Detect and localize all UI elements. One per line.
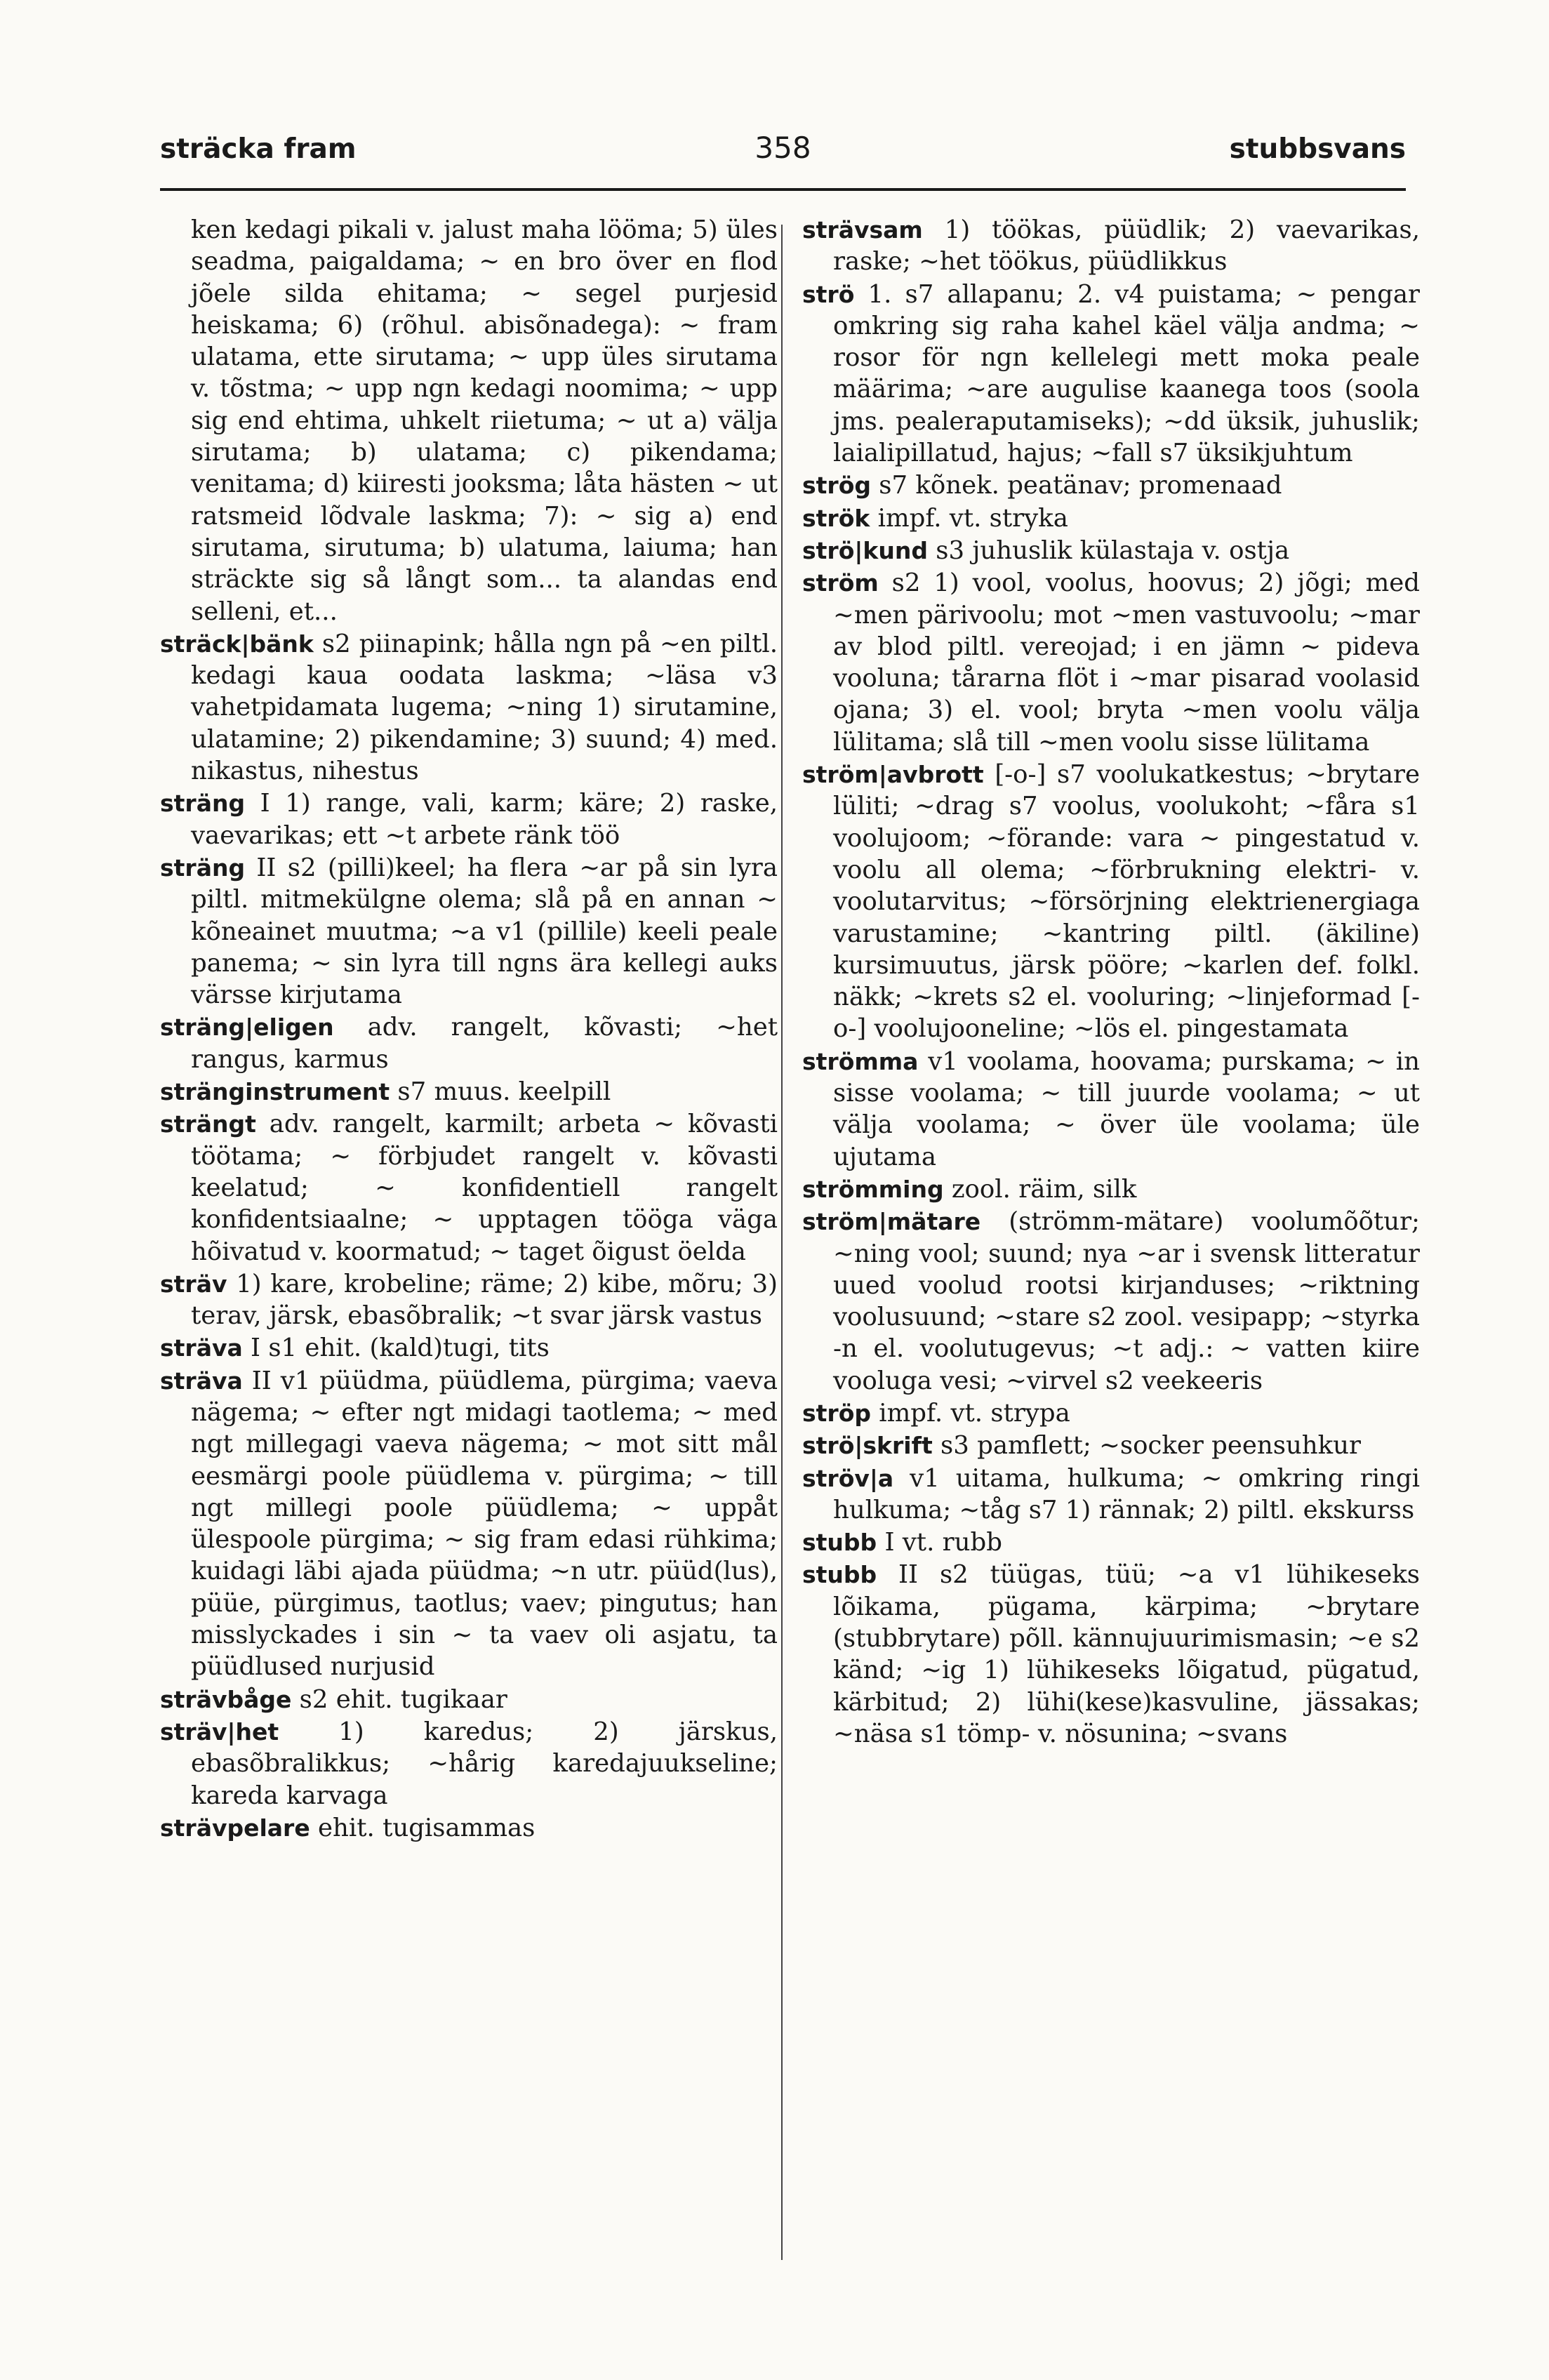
headword: sträng|eligen [160,1013,334,1042]
headword: strög [802,472,871,500]
definition: impf. vt. stryka [870,503,1068,533]
definition: II v1 püüdma, püüdlema, pürgima; vaeva nägema; ~ efter ngt midagi taotlema; ~ med ngt millegagi vaeva nägema; ~ mot sitt mål eesmärgi poole püüdlema v. pürgima; ~ till ngt millegi poole püüdlema; ~ uppåt ülespoole pürgima; ~ sig fram edasi rühkima; kuidagi läbi ajada püüdma; ~n utr. püüd(lus), püüe, pürgimus, taotlus; vaev; pingutus; han misslyckades i sin ~ ta vaev oli asjatu, ta püüdlused nurjusid [191,1366,778,1682]
dictionary-entry [802,535,1420,566]
headword: stränginstrument [160,1078,390,1106]
definition: 1) karedus; 2) järskus, ebasõbralikkus; ~hårig karedajuukseline; kareda karvaga [191,1717,778,1810]
headword: strök [802,504,870,532]
dictionary-entry [802,279,1420,470]
definition: ehit. tugisammas [310,1813,536,1842]
left-column [160,214,778,1844]
definition: v1 voolama, hoovama; purskama; ~ in sisse voolama; ~ till juurde voolama; ~ ut välja voolama; ~ över üle voolama; üle ujutama [833,1046,1420,1171]
header-rule [160,188,1406,191]
definition: 1) kare, krobeline; räme; 2) kibe, mõru; 3) terav, järsk, ebasõbralik; ~t svar järsk vastus [191,1269,778,1331]
headword: ströv|a [802,1464,894,1492]
definition: I vt. rubb [877,1528,1002,1557]
dictionary-entry [802,1397,1420,1429]
definition: s2 ehit. tugikaar [291,1684,507,1714]
dictionary-entry [160,1812,778,1844]
definition: s2 1) vool, voolus, hoovus; 2) jõgi; med ~men pärivoolu; mot ~men vastuvoolu; ~mar av blod piltl. vereojad; i en jämn ~ pideva vooluna; tårarna flöt i ~mar pisarad voolasid ojana; 3) el. vool; bryta ~men voolu välja lülitama; slå till ~men voolu sisse lülitama [833,569,1420,757]
dictionary-entry [802,1430,1420,1461]
dictionary-entry [160,1332,778,1364]
headword: ström|mätare [802,1208,981,1236]
headword: ström [802,569,879,597]
headword: strängt [160,1110,256,1138]
dictionary-entry [802,503,1420,534]
headword: strö|kund [802,536,928,564]
page-number: 358 [754,131,811,165]
definition: s2 piinapink; hålla ngn på ~en piltl. kedagi kaua oodata laskma; ~läsa v3 vahetpidamata lugema; ~ning 1) sirutamine, ulatamine; 2) pikendamine; 3) suund; 4) med. nikastus, nihestus [191,629,778,786]
right-column [802,214,1420,1750]
page-header [160,126,1406,182]
column-divider [781,225,783,2260]
dictionary-entry [160,1365,778,1683]
definition: (strömm-mätare) voolumõõtur; ~ning vool; suund; nya ~ar i svensk litteratur uued voolud rootsi kirjanduses; ~riktning voolusuund; ~stare s2 zool. vesipapp; ~styrka -n el. voolutugevus; ~t adj.: ~ vatten kiire vooluga vesi; ~virvel s2 veekeeris [833,1207,1420,1395]
headword: sträv [160,1270,227,1298]
dictionary-entry [802,1559,1420,1750]
dictionary-entry [160,852,778,1011]
headword: strävsam [802,216,923,244]
headword: strävpelare [160,1814,310,1842]
definition: v1 uitama, hulkuma; ~ omkring ringi hulkuma; ~tåg s7 1) rännak; 2) piltl. ekskurss [833,1463,1420,1524]
definition: s7 muus. keelpill [390,1077,611,1107]
definition: zool. räim, silk [943,1174,1137,1204]
definition: II s2 tüügas, tüü; ~a v1 lühikeseks lõikama, pügama, kärpima; ~brytare (stubbrytare) põll. kännujuurimismasin; ~e s2 känd; ~ig 1) lühikeseks lõigatud, pügatud, kärbitud; 2) lühi(kese)kasvuline, jässakas; ~näsa s1 tömp- v. nösunina; ~svans [833,1560,1420,1748]
dictionary-entry [160,787,778,851]
dictionary-entry [802,214,1420,278]
dictionary-entry [802,1046,1420,1173]
dictionary-entry [802,470,1420,501]
definition: adv. rangelt, kõvasti; ~het rangus, karmus [191,1013,778,1074]
headword: sträva [160,1334,243,1362]
headword: ströp [802,1399,871,1427]
dictionary-entry [802,1206,1420,1397]
dictionary-entry [160,1684,778,1715]
running-head-left: sträcka fram [160,133,357,165]
dictionary-entry [160,1011,778,1075]
dictionary-entry [160,1108,778,1267]
definition: I 1) range, vali, karm; käre; 2) raske, vaevarikas; ett ~t arbete ränk töö [191,789,778,850]
headword: stubb [802,1529,877,1557]
headword: ström|avbrott [802,761,984,789]
dictionary-entry [802,567,1420,758]
dictionary-entry [160,1076,778,1108]
definition: s3 juhuslik külastaja v. ostja [927,536,1290,565]
dictionary-entry [802,759,1420,1045]
dictionary-entry [160,1268,778,1332]
definition: II s2 (pilli)keel; ha flera ~ar på sin lyra piltl. mitmekülgne olema; slå på en annan ~ kõneainet muutma; ~a v1 (pillile) keeli peale panema; ~ sin lyra till ngns ära kellegi auks värsse kirjutama [191,853,778,1010]
headword: strö|skrift [802,1432,933,1460]
definition: s3 pamflett; ~socker peensuhkur [932,1431,1362,1461]
headword: strömma [802,1047,919,1075]
headword: stubb [802,1561,877,1589]
dictionary-entry [160,628,778,787]
headword: sträng [160,853,246,882]
definition: 1. s7 allapanu; 2. v4 puistama; ~ pengar omkring sig raha kahel käel välja andma; ~ rosor för ngn kellelegi mett moka peale määrima; ~are augulise kaanega toos (soola jms. pealeraputamiseks); ~dd üksik, juhuslik; laialipillatud, hajus; ~fall s7 üksikjuhtum [833,279,1420,468]
dictionary-entry [802,1527,1420,1558]
definition: I s1 ehit. (kald)tugi, tits [242,1334,550,1363]
dictionary-entry [802,1463,1420,1527]
definition: 1) töökas, püüdlik; 2) vaevarikas, raske; ~het töökus, püüdlikkus [833,215,1420,277]
definition: s7 kõnek. peatänav; promenaad [871,471,1282,500]
headword: strö [802,280,855,308]
running-head-right: stubbsvans [1229,133,1406,165]
headword: strävbåge [160,1685,292,1713]
headword: sträck|bänk [160,630,314,658]
definition: ken kedagi pikali v. jalust maha lööma; 5) üles seadma, paigaldama; ~ en bro över en flod jõele silda ehitama; ~ segel purjesid heiskama; 6) (rõhul. abisõnadega): ~ fram ulatama, ette sirutama; ~ upp üles sirutama v. tõstma; ~ upp ngn kedagi noomima; ~ upp sig end ehtima, uhkelt riietuma; ~ ut a) välja sirutama; b) ulatama; c) pikendama; venitama; d) kiiresti jooksma; låta hästen ~ ut ratsmeid lõdvale laskma; 7): ~ sig a) end sirutama, sirutuma; b) ulatuma, laiuma; han sträckte sig så långt som... ta alandas end selleni, et... [191,215,778,626]
dictionary-entry [160,214,778,627]
definition: impf. vt. strypa [871,1398,1070,1428]
headword: sträv|het [160,1717,279,1746]
headword: strömming [802,1175,944,1203]
definition: [-o-] s7 voolukatkestus; ~brytare lüliti; ~drag s7 voolus, voolukoht; ~fåra s1 voolujoom; ~förande: vara ~ pingestatud v. voolu all olema; ~förbrukning elektri- v. voolutarvitus; ~försörjning elektrienergiaga varustamine; ~kantring piltl. (äkiline) kursimuutus, järsk pööre; ~karlen def. folkl. näkk; ~krets s2 el. vooluring; ~linjeformad [-o-] voolujooneline; ~lös el. pingestamata [833,760,1420,1044]
dictionary-entry [802,1174,1420,1205]
headword: sträva [160,1367,243,1395]
dictionary-entry [160,1716,778,1811]
definition: adv. rangelt, karmilt; arbeta ~ kõvasti töötama; ~ förbjudet rangelt v. kõvasti keelatud; ~ konfidentiell rangelt konfidentsiaalne; ~ upptagen tööga väga hõivatud v. koormatud; ~ taget õigust öelda [191,1110,778,1266]
headword: sträng [160,790,246,818]
